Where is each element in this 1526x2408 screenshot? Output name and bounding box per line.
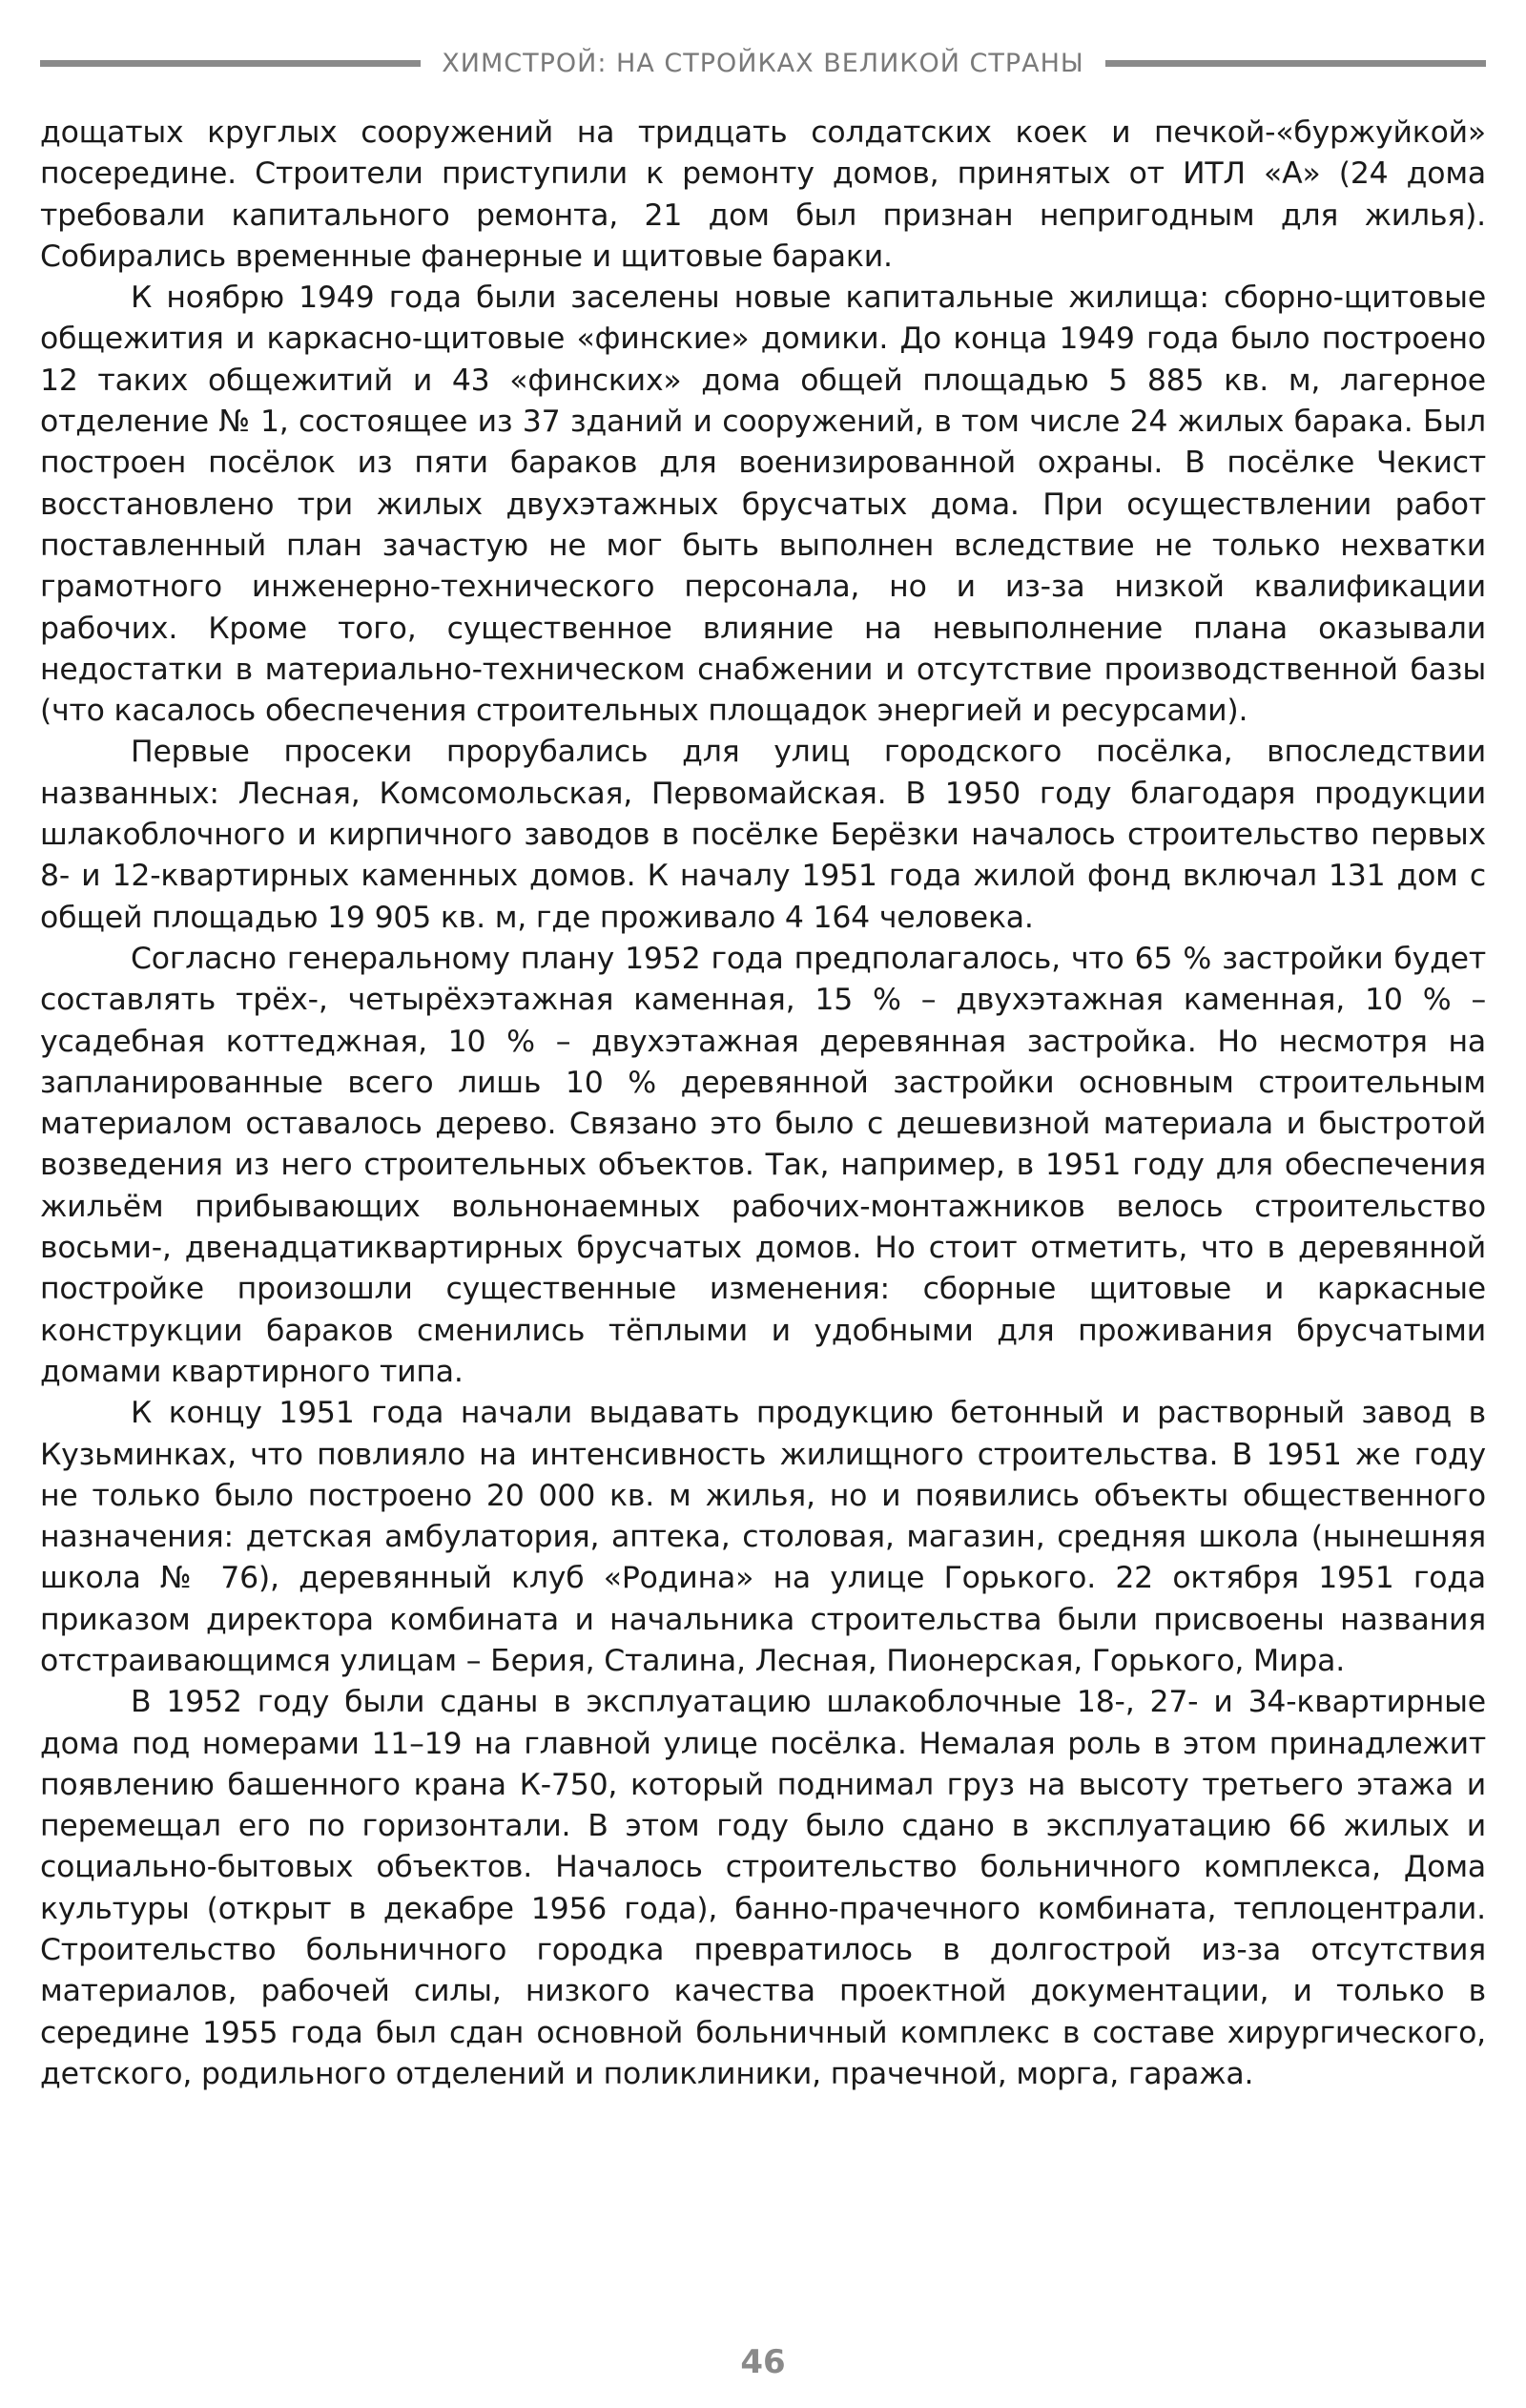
header-rule-right xyxy=(1105,60,1486,67)
paragraph-4: Согласно генеральному плану 1952 года предполагалось, что 65 % застройки будет составлять трёх-, четырёхэтажная каменная, 15 % – двухэтажная каменная, 10 % – усадебная коттеджная, 10 % – двухэтажная деревянная застройка. Но несмотря на запланированные всего лишь 10 % деревянной застройки основным строительным материалом оставалось дерево. Связано это было с дешевизной материала и быстротой возведения из него строительных объектов. Так, например, в 1951 году для обеспечения жильём прибывающих вольнонаемных рабочих-монтажников велось строительство восьми-, двенадцатиквартирных брусчатых домов. Но стоит отметить, что в деревянной постройке произошли существенные изменения: сборные щитовые и каркасные конструкции бараков сменились тёплыми и удобными для проживания брусчатыми домами квартирного типа. xyxy=(40,941,1486,1389)
paragraph-6: В 1952 году были сданы в эксплуатацию шлакоблочные 18-, 27- и 34-квартирные дома под номерами 11–19 на главной улице посёлка. Немалая роль в этом принадлежит появлению башенного крана К-750, который поднимал груз на высоту третьего этажа и перемещал его по горизонтали. В этом году было сдано в эксплуатацию 66 жилых и социально-бытовых объектов. Началось строительство больничного комплекса, Дома культуры (открыт в декабре 1956 года), банно-прачечного комбината, теплоцентрали. Строительство больничного городка превратилось в долгострой из-за отсутствия материалов, рабочей силы, низкого качества проектной документации, и только в середине 1955 года был сдан основной больничный комплекс в составе хирургического, детского, родильного отделений и поликлиники, прачечной, морга, гаража. xyxy=(40,1685,1486,2091)
running-header xyxy=(40,44,1486,82)
body-text xyxy=(40,113,1486,2095)
paragraph-1: дощатых круглых сооружений на тридцать солдатских коек и печкой-«буржуйкой» посередине. Строители приступили к ремонту домов, принятых от ИТЛ «А» (24 дома требовали капитального ремонта, 21 дом был признан непригодным для жилья). Собирались временные фанерные и щитовые бараки. xyxy=(40,115,1486,274)
page-number: 46 xyxy=(740,2343,786,2381)
paragraph-3: Первые просеки прорубались для улиц городского посёлка, впоследствии названных: Лесная, Комсомольская, Первомайская. В 1950 году благодаря продукции шлакоблочного и кирпичного заводов в посёлке Берёзки началось строительство первых 8- и 12-квартирных каменных домов. К началу 1951 года жилой фонд включал 131 дом с общей площадью 19 905 кв. м, где проживало 4 164 человека. xyxy=(40,735,1486,935)
running-header-title: ХИМСТРОЙ: НА СТРОЙКАХ ВЕЛИКОЙ СТРАНЫ xyxy=(442,48,1084,78)
paragraph-5: К концу 1951 года начали выдавать продукцию бетонный и растворный завод в Кузьминках, что повлияло на интенсивность жилищного строительства. В 1951 же году не только было построено 20 000 кв. м жилья, но и появились объекты общественного назначения: детская амбулатория, аптека, столовая, магазин, средняя школа (нынешняя школа № 76), деревянный клуб «Родина» на улице Горького. 22 октября 1951 года приказом директора комбината и начальника строительства были присвоены названия отстраивающимся улицам – Берия, Сталина, Лесная, Пионерская, Горького, Мира. xyxy=(40,1396,1486,1678)
header-rule-left xyxy=(40,60,421,67)
paragraph-2: К ноябрю 1949 года были заселены новые капитальные жилища: сборно-щитовые общежития и каркасно-щитовые «финские» домики. До конца 1949 года было построено 12 таких общежитий и 43 «финских» дома общей площадью 5 885 кв. м, лагерное отделение № 1, состоящее из 37 зданий и сооружений, в том числе 24 жилых барака. Был построен посёлок из пяти бараков для военизированной охраны. В посёлке Чекист восстановлено три жилых двухэтажных брусчатых дома. При осуществлении работ поставленный план зачастую не мог быть выполнен вследствие не только нехватки грамотного инженерно-технического персонала, но и из-за низкой квалификации рабочих. Кроме того, существенное влияние на невыполнение плана оказывали недостатки в материально-техническом снабжении и отсутствие производственной базы (что касалось обеспечения строительных площадок энергией и ресурсами). xyxy=(40,280,1486,729)
